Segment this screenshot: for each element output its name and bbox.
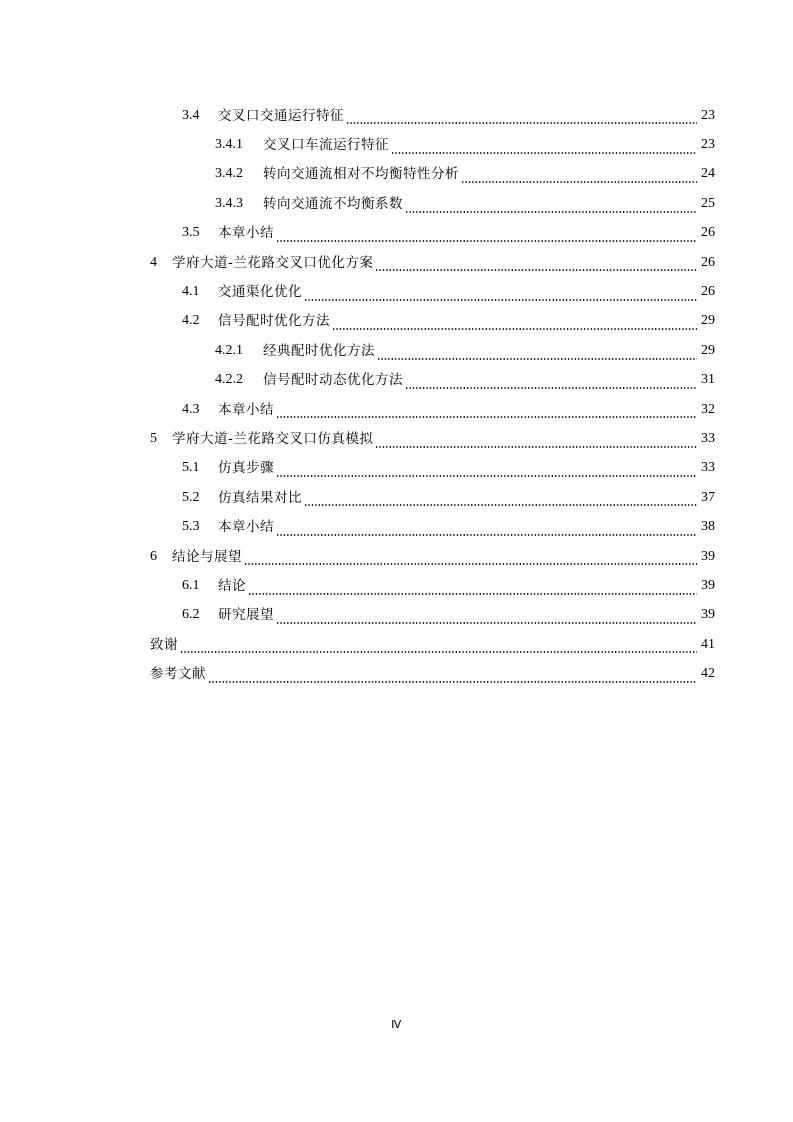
toc-entry-page: 39	[701, 607, 715, 623]
toc-entry-page: 29	[701, 342, 715, 358]
toc-entry-number: 6	[150, 548, 157, 564]
toc-entry-page: 38	[701, 519, 715, 535]
toc-entry-3-5[interactable]	[150, 219, 715, 248]
toc-entry-chapter-4[interactable]	[150, 248, 715, 277]
toc-entry-title: 结论	[218, 577, 246, 594]
toc-entry-title: 参考文献	[150, 666, 206, 683]
toc-entry-4-2-1[interactable]	[150, 336, 715, 365]
toc-entry-page: 32	[701, 401, 715, 417]
footer-page-number: Ⅳ	[391, 1019, 402, 1031]
toc-entry-title: 交通渠化优化	[218, 284, 302, 301]
toc-entry-number: 5.3	[182, 519, 200, 535]
toc-entry-4-3[interactable]	[150, 395, 715, 424]
toc-entry-number: 4.2.1	[215, 342, 243, 358]
toc-entry-title: 致谢	[150, 636, 178, 653]
toc-dot-leader	[346, 122, 697, 124]
toc-entry-number: 6.2	[182, 607, 200, 623]
toc-entry-page: 33	[701, 460, 715, 476]
toc-dot-leader	[248, 593, 697, 595]
toc-dot-leader	[276, 475, 697, 477]
toc-entry-page: 25	[701, 195, 715, 211]
toc-entry-number: 6.1	[182, 577, 200, 593]
toc-dot-leader	[276, 622, 697, 624]
table-of-contents	[150, 101, 715, 689]
toc-entry-number: 4.2.2	[215, 372, 243, 388]
toc-entry-number: 4.3	[182, 401, 200, 417]
toc-entry-references[interactable]	[150, 659, 715, 688]
toc-dot-leader	[405, 211, 697, 213]
toc-entry-number: 3.5	[182, 225, 200, 241]
toc-entry-number: 3.4	[182, 107, 200, 123]
toc-entry-title: 学府大道-兰花路交叉口优化方案	[172, 254, 374, 271]
toc-entry-5-3[interactable]	[150, 512, 715, 541]
toc-entry-number: 5.2	[182, 489, 200, 505]
toc-entry-3-4[interactable]	[150, 101, 715, 130]
toc-entry-number: 4	[150, 254, 157, 270]
toc-dot-leader	[377, 358, 697, 360]
toc-entry-6-1[interactable]	[150, 571, 715, 600]
toc-entry-3-4-3[interactable]	[150, 189, 715, 218]
toc-entry-title: 信号配时优化方法	[218, 313, 330, 330]
toc-dot-leader	[276, 416, 697, 418]
toc-entry-title: 研究展望	[218, 607, 274, 624]
toc-entry-5-2[interactable]	[150, 483, 715, 512]
toc-entry-title: 信号配时动态优化方法	[263, 372, 403, 389]
toc-entry-number: 4.2	[182, 313, 200, 329]
toc-entry-page: 33	[701, 430, 715, 446]
toc-entry-title: 本章小结	[218, 401, 274, 418]
toc-dot-leader	[180, 651, 697, 653]
toc-dot-leader	[461, 181, 697, 183]
toc-entry-6-2[interactable]	[150, 601, 715, 630]
toc-entry-chapter-5[interactable]	[150, 424, 715, 453]
toc-dot-leader	[304, 504, 697, 506]
toc-entry-4-2-2[interactable]	[150, 366, 715, 395]
toc-entry-page: 26	[701, 254, 715, 270]
toc-dot-leader	[276, 534, 697, 536]
toc-entry-title: 经典配时优化方法	[263, 342, 375, 359]
toc-entry-page: 39	[701, 577, 715, 593]
toc-entry-page: 24	[701, 166, 715, 182]
toc-entry-page: 26	[701, 284, 715, 300]
toc-entry-acknowledgements[interactable]	[150, 630, 715, 659]
toc-entry-number: 3.4.2	[215, 166, 243, 182]
toc-entry-number: 4.1	[182, 284, 200, 300]
toc-entry-4-1[interactable]	[150, 277, 715, 306]
toc-entry-title: 交叉口交通运行特征	[218, 107, 344, 124]
toc-entry-3-4-2[interactable]	[150, 160, 715, 189]
toc-entry-title: 仿真步骤	[218, 460, 274, 477]
toc-entry-title: 转向交通流不均衡系数	[263, 195, 403, 212]
toc-entry-title: 本章小结	[218, 519, 274, 536]
toc-dot-leader	[405, 387, 697, 389]
toc-entry-title: 仿真结果对比	[218, 489, 302, 506]
toc-entry-title: 交叉口车流运行特征	[263, 137, 389, 154]
toc-entry-title: 本章小结	[218, 225, 274, 242]
toc-dot-leader	[208, 681, 697, 683]
toc-entry-title: 结论与展望	[172, 548, 242, 565]
toc-entry-page: 42	[701, 666, 715, 682]
toc-entry-page: 23	[701, 107, 715, 123]
toc-dot-leader	[391, 152, 697, 154]
toc-entry-3-4-1[interactable]	[150, 130, 715, 159]
toc-entry-page: 23	[701, 137, 715, 153]
toc-entry-page: 29	[701, 313, 715, 329]
toc-entry-4-2[interactable]	[150, 307, 715, 336]
toc-entry-number: 3.4.1	[215, 137, 243, 153]
toc-entry-page: 26	[701, 225, 715, 241]
toc-entry-number: 3.4.3	[215, 195, 243, 211]
toc-dot-leader	[375, 269, 697, 271]
toc-entry-page: 31	[701, 372, 715, 388]
toc-dot-leader	[332, 328, 697, 330]
toc-entry-number: 5.1	[182, 460, 200, 476]
toc-dot-leader	[244, 563, 697, 565]
toc-dot-leader	[276, 240, 697, 242]
toc-entry-5-1[interactable]	[150, 454, 715, 483]
toc-entry-page: 41	[701, 636, 715, 652]
toc-entry-title: 转向交通流相对不均衡特性分析	[263, 166, 459, 183]
toc-entry-number: 5	[150, 430, 157, 446]
toc-entry-page: 39	[701, 548, 715, 564]
toc-dot-leader	[375, 446, 697, 448]
toc-entry-chapter-6[interactable]	[150, 542, 715, 571]
toc-entry-page: 37	[701, 489, 715, 505]
toc-dot-leader	[304, 299, 697, 301]
toc-entry-title: 学府大道-兰花路交叉口仿真模拟	[172, 430, 374, 447]
